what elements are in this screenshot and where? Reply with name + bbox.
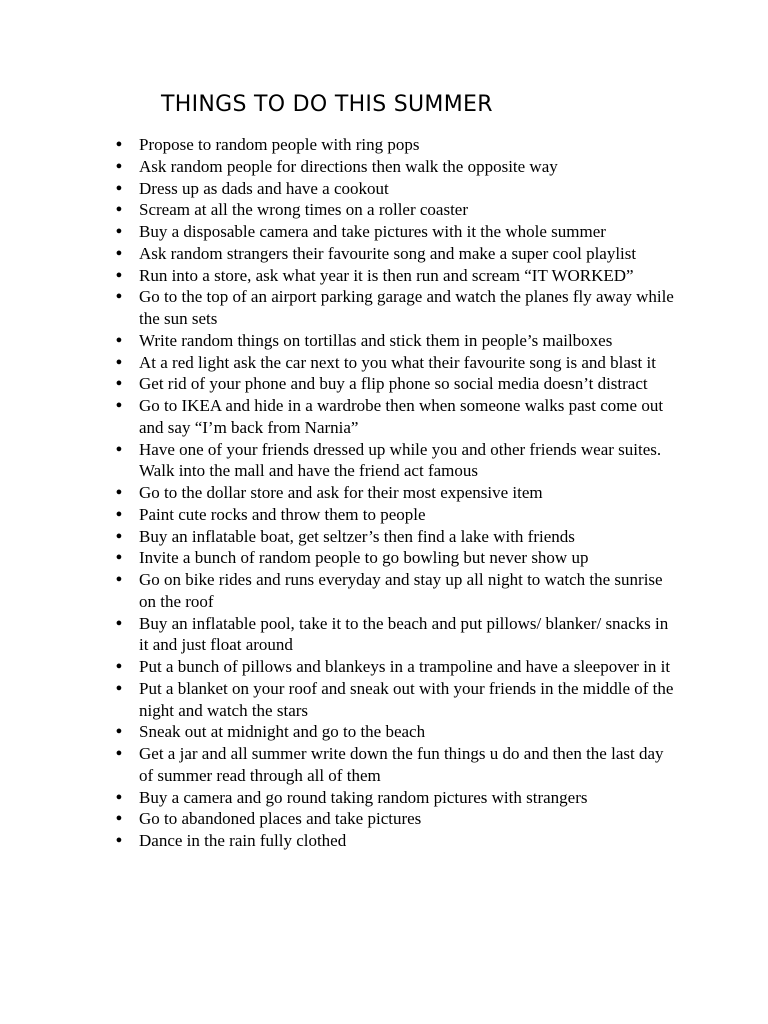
list-item [0,156,679,178]
list-item [0,656,679,678]
list-item [0,830,679,852]
bullet-icon: ● [115,333,123,346]
bullet-icon: ● [115,442,123,455]
bullet-icon: ● [115,747,123,759]
bullet-icon: ● [115,377,123,390]
list-item [0,243,679,265]
todo-list [0,134,768,852]
list-item-text: Go to IKEA and hide in a wardrobe then when someone walks past come out and say “I’m back from Narnia” [139,396,664,437]
list-item [0,199,679,221]
list-item-text: Buy an inflatable boat, get seltzer’s then find a lake with friends [139,526,575,546]
bullet-icon: ● [115,573,123,585]
bullet-icon: ● [115,159,123,172]
list-item-text: Scream at all the wrong times on a roller coaster [139,200,469,220]
list-item [0,721,679,743]
list-item-text: Go on bike rides and runs everyday and stay up all night to watch the sunrise on the roof [139,570,663,611]
bullet-icon: ● [115,660,123,672]
list-item-text: Go to the top of an airport parking garage and watch the planes fly away while the sun sets [139,287,674,328]
list-item [0,526,679,548]
list-item-text: Write random things on tortillas and stick them in people’s mailboxes [139,330,613,350]
list-item-text: Go to abandoned places and take pictures [139,809,422,829]
bullet-icon: ● [115,203,123,216]
bullet-icon: ● [115,681,123,694]
list-item-text: Buy an inflatable pool, take it to the beach and put pillows/ blanker/ snacks in it and just float around [139,613,669,655]
list-item-text: Dance in the rain fully clothed [139,831,347,850]
list-item-text: Run into a store, ask what year it is then run and scream “IT WORKED” [139,265,634,285]
list-item [0,330,679,352]
list-item [0,221,679,243]
bullet-icon: ● [115,268,123,281]
bullet-icon: ● [115,246,123,259]
bullet-icon: ● [115,834,123,846]
bullet-icon: ● [115,616,123,629]
list-item [0,743,679,787]
list-item [0,569,679,613]
list-item [0,439,679,483]
bullet-icon: ● [115,725,123,738]
bullet-icon: ● [115,138,123,150]
list-item [0,178,679,200]
list-item-text: Ask random strangers their favourite song and make a super cool playlist [139,243,637,263]
list-item [0,134,679,156]
list-item [0,504,679,526]
list-item-text: Get rid of your phone and buy a flip phone so social media doesn’t distract [139,374,648,394]
page-title: THINGS TO DO THIS SUMMER [161,92,493,117]
bullet-icon: ● [115,529,123,542]
list-item-text: Have one of your friends dressed up while you and other friends wear suites. Walk into the mall and have the friend act famous [139,439,662,481]
list-item-text: Paint cute rocks and throw them to people [139,504,426,524]
list-item-text: Put a bunch of pillows and blankeys in a trampoline and have a sleepover in it [139,657,671,676]
list-item-text: Invite a bunch of random people to go bowling but never show up [139,548,589,568]
list-item [0,265,679,287]
list-item-text: Propose to random people with ring pops [139,135,420,154]
list-item-text: Go to the dollar store and ask for their most expensive item [139,483,543,502]
list-item [0,482,679,504]
list-item-text: At a red light ask the car next to you what their favourite song is and blast it [139,352,656,372]
list-item [0,547,679,569]
list-item-text: Put a blanket on your roof and sneak out with your friends in the middle of the night and watch the stars [139,678,674,720]
list-item [0,678,679,722]
list-item-text: Buy a disposable camera and take pictures with it the whole summer [139,222,606,241]
list-item-text: Get a jar and all summer write down the fun things u do and then the last day of summer read through all of them [139,744,664,785]
list-item-text: Ask random people for directions then walk the opposite way [139,156,558,176]
bullet-icon: ● [115,399,123,411]
bullet-icon: ● [115,181,123,194]
list-item [0,395,679,439]
list-item-text: Dress up as dads and have a cookout [139,178,389,198]
list-item-text: Buy a camera and go round taking random pictures with strangers [139,787,588,807]
bullet-icon: ● [115,507,123,520]
list-item-text: Sneak out at midnight and go to the beach [139,722,426,742]
bullet-icon: ● [115,551,123,564]
list-item [0,787,679,809]
bullet-icon: ● [115,486,123,498]
bullet-icon: ● [115,290,123,303]
list-item [0,352,679,374]
bullet-icon: ● [115,790,123,803]
list-item [0,613,679,657]
bullet-icon: ● [115,812,123,825]
list-item [0,373,679,395]
bullet-icon: ● [115,225,123,237]
bullet-icon: ● [115,355,123,368]
list-item [0,808,679,830]
list-item [0,286,679,330]
